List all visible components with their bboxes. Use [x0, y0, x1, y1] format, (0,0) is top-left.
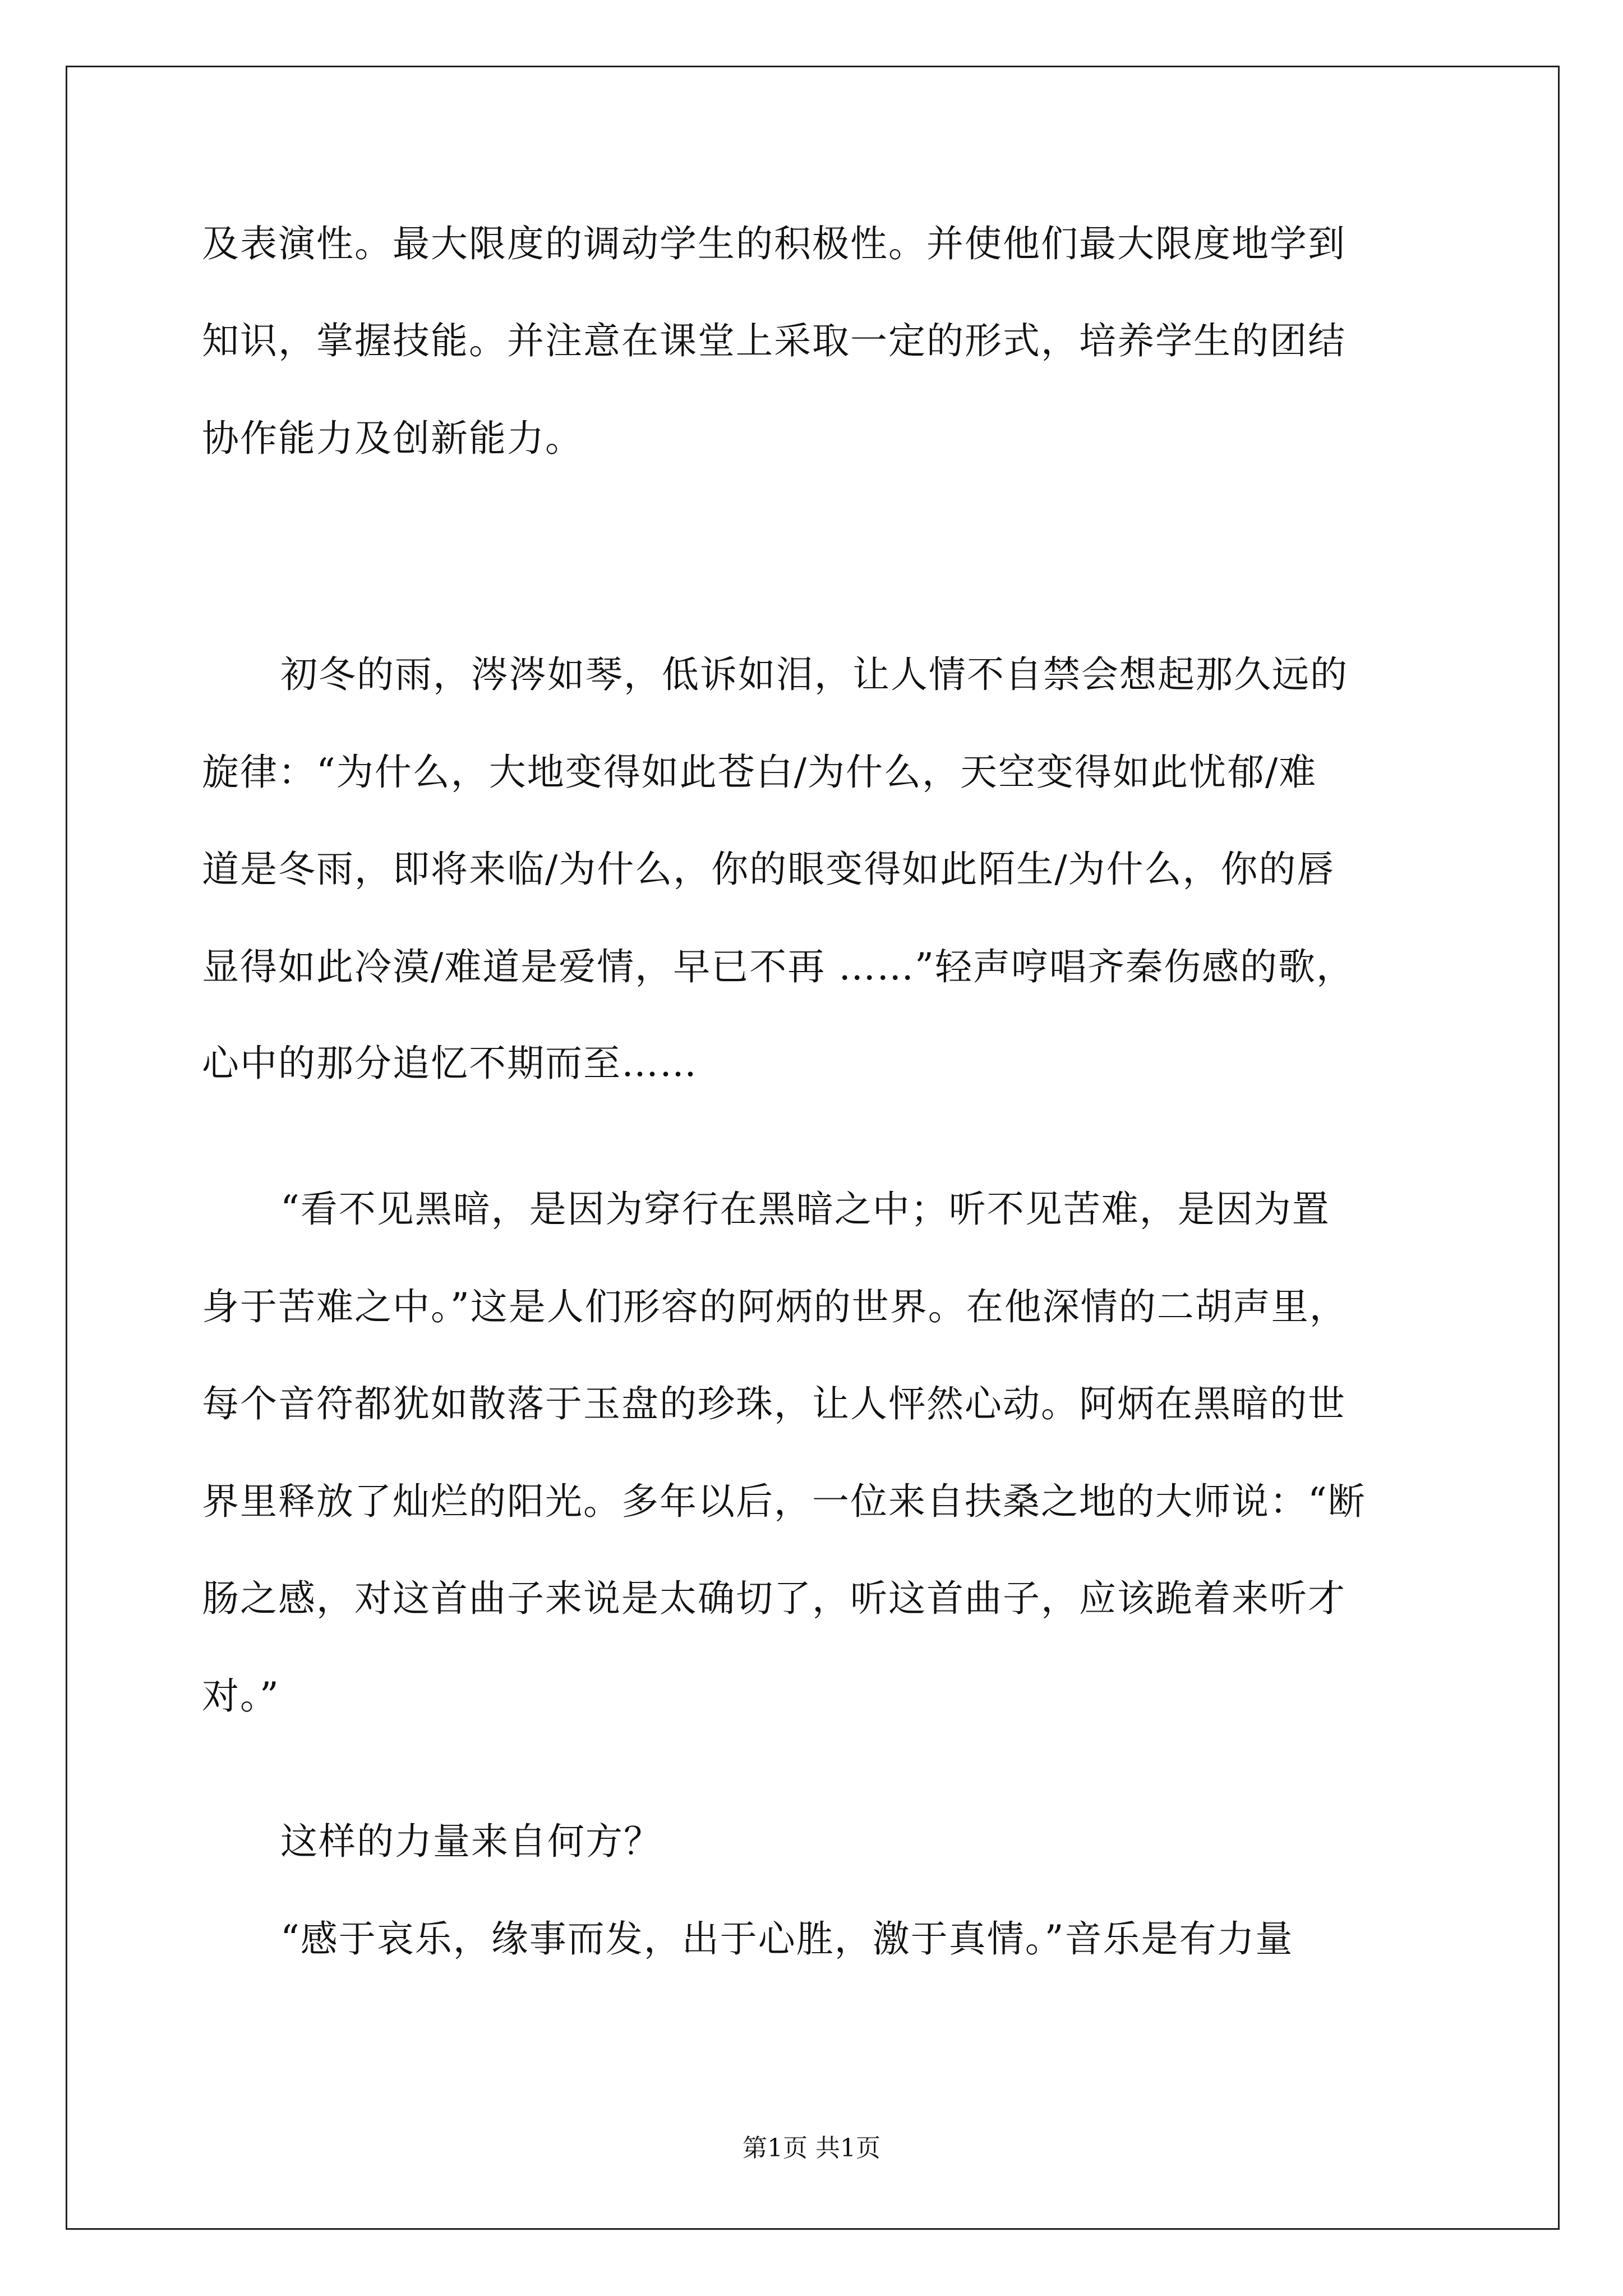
paragraph-1-line-2: 知识，掌握技能。并注意在课堂上采取一定的形式，培养学生的团结: [202, 319, 1346, 362]
paragraph-2-line-1: 初冬的雨，涔涔如琴，低诉如泪，让人情不自禁会想起那久远的: [280, 653, 1348, 696]
paragraph-2-line-4: 显得如此冷漠/难道是爱情，早已不再 ……”轻声哼唱齐秦伤感的歌，: [202, 945, 1354, 988]
paragraph-3-line-1: “看不见黑暗，是因为穿行在黑暗之中；听不见苦难，是因为置: [280, 1188, 1330, 1231]
paragraph-3-line-5: 肠之感，对这首曲子来说是太确切了，听这首曲子，应该跪着来听才: [202, 1577, 1346, 1620]
paragraph-3-line-4: 界里释放了灿烂的阳光。多年以后，一位来自扶桑之地的大师说：“断: [202, 1480, 1366, 1523]
paragraph-5-line-1: “感于哀乐，缘事而发，出于心胜，激于真情。”音乐是有力量: [280, 1917, 1294, 1961]
page-border: [66, 66, 1560, 2230]
paragraph-3-line-2: 身于苦难之中。”这是人们形容的阿炳的世界。在他深情的二胡声里，: [202, 1285, 1348, 1328]
paragraph-3-line-3: 每个音符都犹如散落于玉盘的珍珠，让人怦然心动。阿炳在黑暗的世: [202, 1382, 1346, 1425]
paragraph-2-line-5: 心中的那分追忆不期而至……: [202, 1042, 698, 1085]
paragraph-3-line-6: 对。”: [202, 1674, 280, 1718]
paragraph-1-line-1: 及表演性。最大限度的调动学生的积极性。并使他们最大限度地学到: [202, 222, 1346, 265]
paragraph-1-line-3: 协作能力及创新能力。: [202, 417, 583, 460]
paragraph-2-line-2: 旋律：“为什么，大地变得如此苍白/为什么，天空变得如此忧郁/难: [202, 751, 1317, 794]
paragraph-4-line-1: 这样的力量来自何方？: [280, 1820, 662, 1863]
page-footer: 第1页 共1页: [743, 2134, 880, 2162]
paragraph-2-line-3: 道是冬雨，即将来临/为什么，你的眼变得如此陌生/为什么，你的唇: [202, 848, 1335, 891]
